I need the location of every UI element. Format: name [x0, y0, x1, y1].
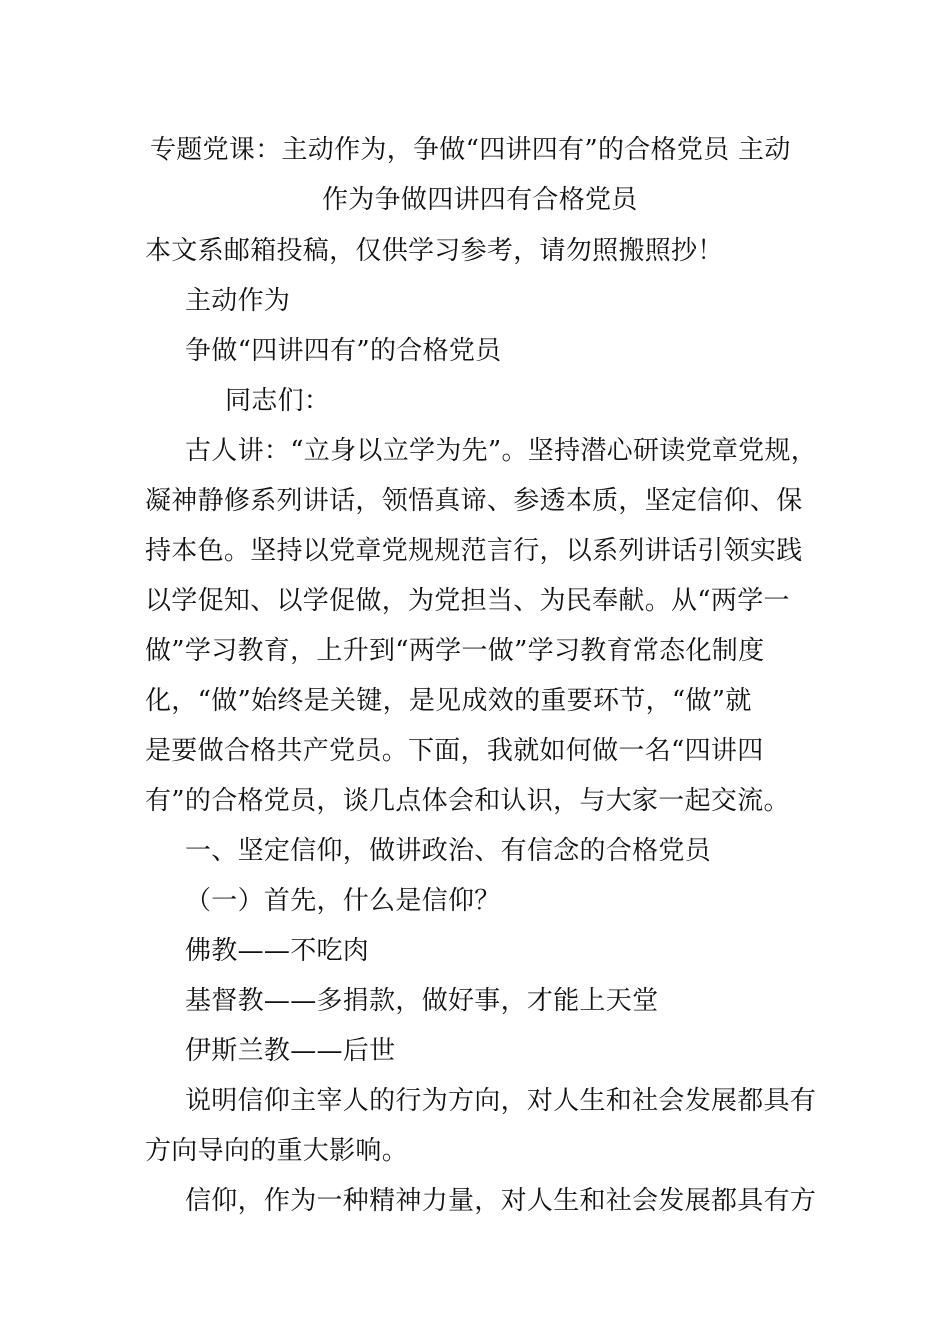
document-title-line-1: 专题党课：主动作为，争做“四讲四有”的合格党员 主动: [150, 135, 791, 165]
paragraph-line: 凝神静修系列讲话，领悟真谛、参透本质，坚定信仰、保: [145, 486, 803, 516]
paragraph-line: 古人讲：“立身以立学为先”。坚持潜心研读党章党规，: [185, 436, 818, 466]
paragraph-line: 是要做合格共产党员。下面，我就如何做一名“四讲四: [145, 736, 764, 766]
paragraph-line: 说明信仰主宰人的行为方向，对人生和社会发展都具有: [185, 1086, 817, 1116]
example-item: 伊斯兰教——后世: [185, 1036, 396, 1066]
paragraph-line: 以学促知、以学促做，为党担当、为民奉献。从“两学一: [145, 586, 790, 616]
heading-qualified-member: 争做“四讲四有”的合格党员: [185, 336, 502, 366]
paragraph-line: 有”的合格党员，谈几点体会和认识，与大家一起交流。: [145, 786, 790, 816]
example-item: 基督教——多捐款，做好事，才能上天堂: [185, 986, 659, 1016]
salutation: 同志们：: [225, 386, 331, 416]
paragraph-line: 方向导向的重大影响。: [145, 1136, 409, 1166]
section-title: 一、坚定信仰，做讲政治、有信念的合格党员: [185, 836, 712, 866]
paragraph-line: 化，“做”始终是关键，是见成效的重要环节，“做”就: [145, 686, 752, 716]
paragraph-line: 持本色。坚持以党章党规规范言行，以系列讲话引领实践: [145, 536, 803, 566]
heading-proactive: 主动作为: [185, 286, 291, 316]
subsection-title: （一）首先，什么是信仰？: [185, 886, 501, 916]
paragraph-line: 做”学习教育，上升到“两学一做”学习教育常态化制度: [145, 636, 765, 666]
notice-text: 本文系邮箱投稿，仅供学习参考，请勿照搬照抄！: [145, 236, 724, 266]
paragraph-line: 信仰，作为一种精神力量，对人生和社会发展都具有方: [185, 1186, 817, 1216]
document-title-line-2: 作为争做四讲四有合格党员: [322, 185, 638, 215]
example-item: 佛教——不吃肉: [185, 936, 370, 966]
